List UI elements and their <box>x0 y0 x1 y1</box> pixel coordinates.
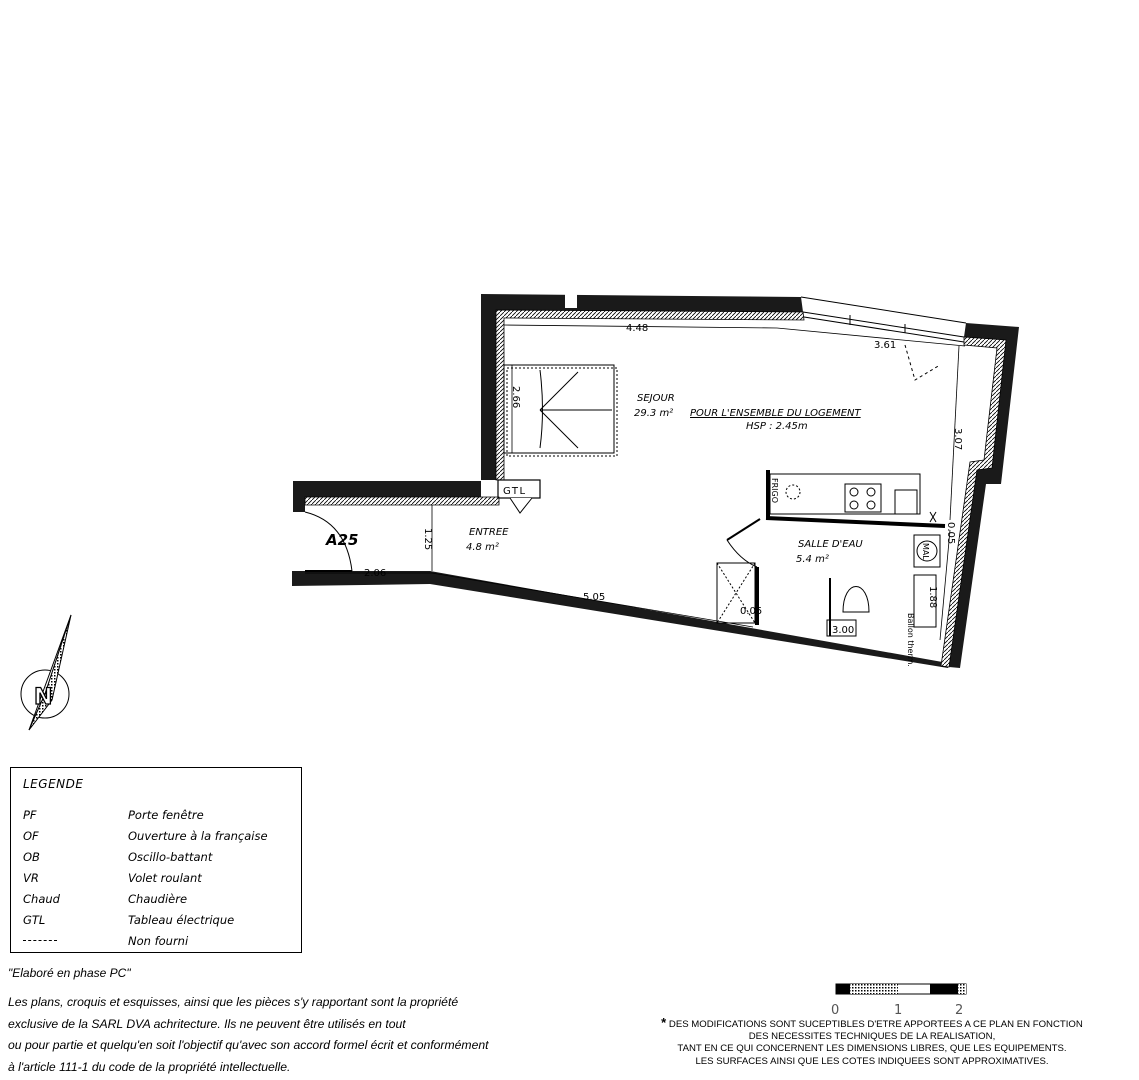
frigo-label: FRIGO <box>770 478 779 504</box>
dim-label: 3.00 <box>832 625 855 636</box>
gtl-label: GTL <box>503 486 527 497</box>
legend-row <box>23 934 293 950</box>
legend-row <box>23 871 293 887</box>
legend-label: Ouverture à la française <box>128 829 268 843</box>
legend-code: PF <box>23 808 37 822</box>
legend-box <box>10 767 302 953</box>
disclaimer-line: TANT EN CE QUI CONCERNENT LES DIMENSIONS LIBRES, QUE LES EQUIPEMENTS. <box>677 1043 1067 1055</box>
legend-row <box>23 829 293 845</box>
copyright-line: à l'article 111-1 du code de la propriété intellectuelle. <box>8 1059 291 1074</box>
legend-label: Tableau électrique <box>128 913 235 927</box>
scale-label: 0 <box>831 1003 840 1018</box>
copyright-line: Les plans, croquis et esquisses, ainsi que les pièces s'y rapportant sont la propriété <box>8 995 459 1009</box>
ensemble-label: POUR L'ENSEMBLE DU LOGEMENT <box>690 408 861 419</box>
room-area-sejour: 29.3 m² <box>634 408 674 419</box>
legend-row <box>23 913 293 929</box>
scale-label: 2 <box>955 1003 964 1018</box>
north-label: N <box>34 685 53 710</box>
lot-number: A25 <box>326 531 359 549</box>
copyright-line: ou pour partie et quelqu'en soit l'objectif qu'avec son accord formel écrit et conformément <box>8 1038 489 1052</box>
legend-row <box>23 850 293 866</box>
scale-label: 1 <box>894 1003 903 1018</box>
dim-label: 1.88 <box>927 586 938 609</box>
legend-label: Chaudière <box>128 892 188 906</box>
legend-row <box>23 892 293 908</box>
copyright-notice <box>8 992 568 1078</box>
disclaimer-line: DES NECESSITES TECHNIQUES DE LA REALISATION, <box>748 1031 996 1043</box>
legend-code: VR <box>23 871 39 885</box>
hsp-label: HSP : 2.45m <box>746 421 808 432</box>
legend-label: Volet roulant <box>128 871 202 885</box>
legend-code: GTL <box>23 913 46 927</box>
legend-label: Oscillo-battant <box>128 850 213 864</box>
dim-label: 3.07 <box>952 428 963 451</box>
legend-dash-symbol <box>23 934 57 948</box>
legend-code: OB <box>23 850 40 864</box>
legend-row <box>23 808 293 824</box>
dim-label: 3.61 <box>874 340 897 351</box>
dim-label: 0.05 <box>740 606 763 617</box>
mal-label: MAL <box>921 543 930 560</box>
disclaimer-notice <box>644 1017 1100 1068</box>
north-arrow <box>21 615 71 730</box>
room-name-sejour: SEJOUR <box>637 393 675 404</box>
exterior-walls <box>292 294 1019 668</box>
scale-bar <box>831 984 966 1018</box>
dim-label: 0.05 <box>945 522 956 545</box>
dim-label: 2.06 <box>364 568 387 579</box>
room-name-salle-deau: SALLE D'EAU <box>798 539 863 550</box>
disclaimer-line: DES MODIFICATIONS SONT SUCEPTIBLES D'ETRE APPORTEES A CE PLAN EN FONCTION <box>668 1019 1083 1030</box>
interior-partitions <box>498 470 945 636</box>
disclaimer-line: LES SURFACES AINSI QUE LES COTES INDIQUEES SONT APPROXIMATIVES. <box>695 1055 1049 1067</box>
dim-label: 2.66 <box>510 386 521 409</box>
copyright-line: exclusive de la SARL DVA achritecture. Ils ne peuvent être utilisés en tout <box>8 1016 406 1031</box>
legend-title: LEGENDE <box>23 777 84 791</box>
disclaimer-star: * <box>661 1015 667 1030</box>
legend-code: OF <box>23 829 39 843</box>
bed-outline <box>504 365 617 456</box>
legend-label: Porte fenêtre <box>128 808 204 822</box>
room-area-entree: 4.8 m² <box>466 542 499 553</box>
dim-label: 1.25 <box>422 528 433 551</box>
dimension-labels <box>364 323 963 636</box>
kitchen-counter <box>770 474 936 522</box>
room-area-salle-deau: 5.4 m² <box>796 554 829 565</box>
dim-label: 4.48 <box>626 323 649 334</box>
room-labels <box>325 393 863 565</box>
dim-label: 5.05 <box>583 592 606 603</box>
room-name-entree: ENTREE <box>469 527 509 538</box>
ballon-label: Ballon therm. <box>906 613 915 667</box>
phase-note: "Elaboré en phase PC" <box>8 966 131 980</box>
legend-code: Chaud <box>23 892 60 906</box>
legend-label: Non fourni <box>128 934 189 948</box>
